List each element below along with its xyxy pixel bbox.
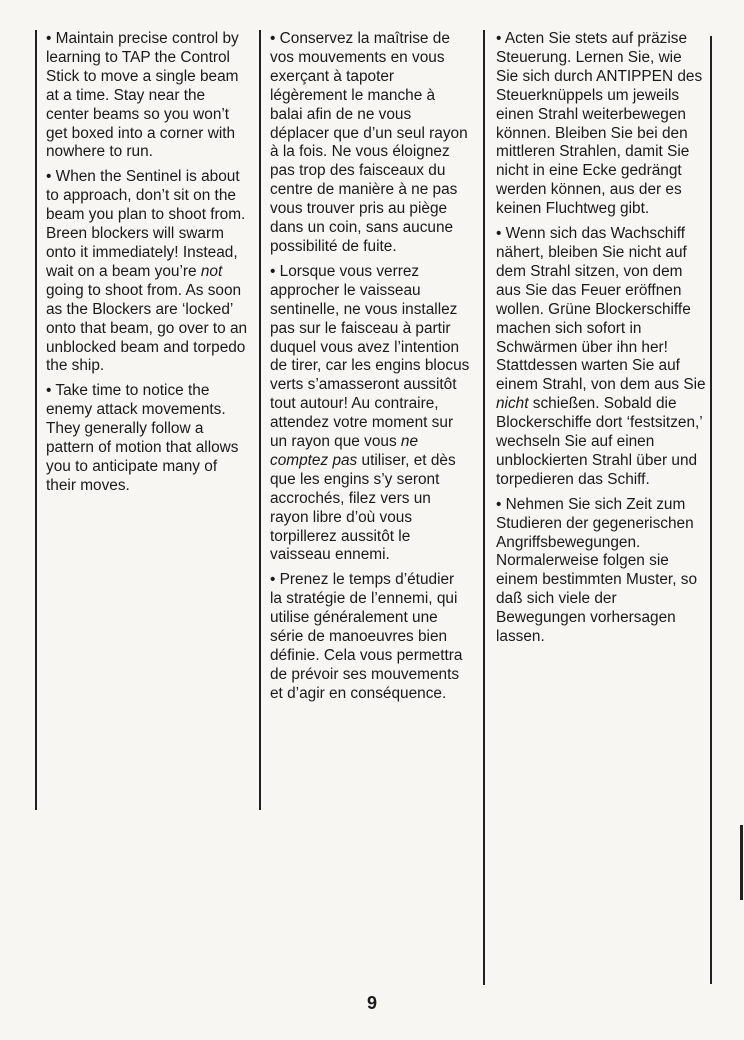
french-column bbox=[270, 30, 470, 710]
column-rule-right bbox=[710, 36, 712, 984]
french-tip-2: • Lorsque vous verrez approcher le vaisseau sentinelle, ne vous installez pas sur le faisceau à partir duquel vous avez l’intention de tirer, car les engins blocus verts s’amasseront aussitôt tout autour! Au contraire, attendez votre moment sur un rayon que vous ne comptez pas utiliser, et dès que les engins s’y seront accrochés, filez vers un rayon libre d’où vous torpillerez aussitôt le vaisseau ennemi. bbox=[270, 262, 470, 564]
german-tip-3: • Nehmen Sie sich Zeit zum Studieren der gegenerischen Angriffsbewegungen. Normalerweise folgen sie einem bestimmten Muster, so daß sich viele der Bewegungen vorhersagen lassen. bbox=[496, 495, 698, 646]
french-tip-1: • Conservez la maîtrise de vos mouvements en vous exerçant à tapoter légèrement le manche à balai afin de ne vous déplacer que d’un seul rayon à la fois. Ne vous éloignez pas trop des faisceaux du centre de manière à ne pas vous trouver pris au piège dans un coin, sans aucune possibilité de fuite. bbox=[270, 30, 468, 255]
column-rule-2 bbox=[483, 30, 485, 985]
english-tip-1: • Maintain precise control by learning to TAP the Control Stick to move a single beam at a time. Stay near the center beams so you won’t get boxed into a corner with nowhere to run. bbox=[46, 30, 239, 161]
german-tip-2: • Wenn sich das Wachschiff nähert, bleiben Sie nicht auf dem Strahl sitzen, von dem aus Sie das Feuer eröffnen wollen. Grüne Blockerschiffe machen sich sofort in Schwärmen über ihn her! Stattdessen warten Sie auf einem Strahl, von dem aus Sie nicht schießen. Sobald die Blockerschiffe dort ‘festsitzen,’ wechseln Sie auf einen unblockierten Strahl über und torpedieren das Schiff. bbox=[496, 225, 706, 488]
english-tip-2: • When the Sentinel is about to approach, don’t sit on the beam you plan to shoot from. Breen blockers will swarm onto it immediately! Instead, wait on a beam you’re not going to shoot from. As soon as the Blockers are ‘locked’ onto that beam, go over to an unblocked beam and torpedo the ship. bbox=[46, 168, 248, 375]
german-column bbox=[496, 30, 708, 653]
english-tip-3: • Take time to notice the enemy attack movements. They generally follow a pattern of motion that allows you to anticipate many of their moves. bbox=[46, 382, 239, 494]
page-number: 9 bbox=[366, 993, 377, 1013]
column-rule-1 bbox=[259, 30, 261, 810]
french-tip-3: • Prenez le temps d’étudier la stratégie de l’ennemi, qui utilise généralement une série de manoeuvres bien définie. Cela vous permettra de prévoir ses mouvements et d’agir en conséquence. bbox=[270, 571, 463, 702]
german-tip-1: • Acten Sie stets auf präzise Steuerung. Lernen Sie, wie Sie sich durch ANTIPPEN des Steuerknüppels um jeweils einen Strahl weiterbewegen können. Bleiben Sie bei den mittleren Strahlen, damit Sie nicht in eine Ecke gedrängt werden können, aus der es keinen Fluchtweg gibt. bbox=[496, 30, 703, 218]
column-rule-left bbox=[35, 30, 37, 810]
english-column bbox=[46, 30, 251, 502]
page-edge-mark bbox=[740, 825, 743, 900]
